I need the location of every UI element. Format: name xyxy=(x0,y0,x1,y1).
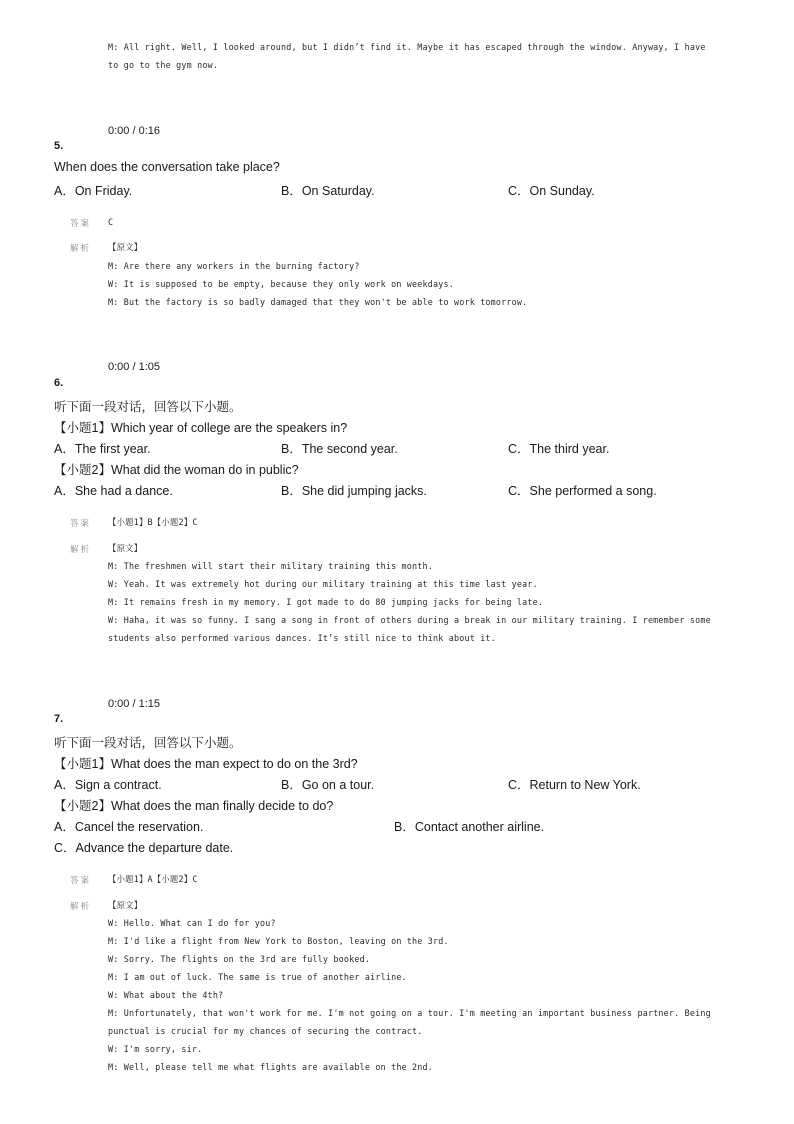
option-c: C．On Sunday. xyxy=(508,184,595,198)
answer-label: 答案 xyxy=(70,519,92,529)
transcript-line: to go to the gym now. xyxy=(108,60,219,70)
sub-question-2: 【小题2】What does the man finally decide to do? xyxy=(54,799,334,813)
option-b: B．Contact another airline. xyxy=(394,820,545,834)
question-intro: 听下面一段对话，回答以下小题。 xyxy=(54,736,242,750)
option-c: C．Advance the departure date. xyxy=(54,841,234,855)
answer-value: 【小题1】B【小题2】C xyxy=(108,517,198,527)
question-text: When does the conversation take place? xyxy=(54,160,280,174)
transcript-line: W: Hello. What can I do for you? xyxy=(108,918,276,928)
transcript-line: W: Yeah. It was extremely hot during our military training at this time last year. xyxy=(108,579,538,589)
transcript-line: students also performed various dances. It’s still nice to think about it. xyxy=(108,633,496,643)
option-c: C．She performed a song. xyxy=(508,484,657,498)
source-tag: 【原文】 xyxy=(108,900,143,910)
sub-question-2: 【小题2】What did the woman do in public? xyxy=(54,463,299,477)
transcript-line: M: I am out of luck. The same is true of another airline. xyxy=(108,972,407,982)
option-c: C．The third year. xyxy=(508,442,610,456)
transcript-line: M: But the factory is so badly damaged that they won't be able to work tomorrow. xyxy=(108,297,528,307)
option-b: B．Go on a tour. xyxy=(281,778,375,792)
sub-question-1: 【小题1】Which year of college are the speakers in? xyxy=(54,421,348,435)
option-a: A．She had a dance. xyxy=(54,484,173,498)
answer-label: 答案 xyxy=(70,219,92,229)
transcript-line: W: I'm sorry, sir. xyxy=(108,1044,203,1054)
transcript-line: M: I'd like a flight from New York to Boston, leaving on the 3rd. xyxy=(108,936,449,946)
answer-label: 答案 xyxy=(70,876,92,886)
audio-time[interactable]: 0:00 / 0:16 xyxy=(108,125,160,137)
question-number: 7. xyxy=(54,713,64,725)
transcript-line: M: All right. Well, I looked around, but I didn’t find it. Maybe it has escaped through the window. Anyway, I have xyxy=(108,42,706,52)
transcript-line: W: Haha, it was so funny. I sang a song in front of others during a break in our military training. I remember some xyxy=(108,615,711,625)
audio-time[interactable]: 0:00 / 1:15 xyxy=(108,698,160,710)
source-tag: 【原文】 xyxy=(108,242,143,252)
option-b: B．On Saturday. xyxy=(281,184,375,198)
question-number: 5. xyxy=(54,140,64,152)
answer-value: C xyxy=(108,217,114,227)
option-b: B．The second year. xyxy=(281,442,398,456)
option-a: A．Cancel the reservation. xyxy=(54,820,204,834)
analysis-label: 解析 xyxy=(70,244,92,254)
option-b: B．She did jumping jacks. xyxy=(281,484,427,498)
transcript-line: M: Well, please tell me what flights are available on the 2nd. xyxy=(108,1062,434,1072)
audio-time[interactable]: 0:00 / 1:05 xyxy=(108,361,160,373)
transcript-line: M: Are there any workers in the burning factory? xyxy=(108,261,360,271)
transcript-line: W: It is supposed to be empty, because they only work on weekdays. xyxy=(108,279,454,289)
source-tag: 【原文】 xyxy=(108,543,143,553)
sub-question-1: 【小题1】What does the man expect to do on the 3rd? xyxy=(54,757,358,771)
option-a: A．On Friday. xyxy=(54,184,133,198)
transcript-line: punctual is crucial for my chances of securing the contract. xyxy=(108,1026,423,1036)
transcript-line: W: Sorry. The flights on the 3rd are fully booked. xyxy=(108,954,371,964)
option-a: A．Sign a contract. xyxy=(54,778,162,792)
analysis-label: 解析 xyxy=(70,902,92,912)
transcript-line: M: The freshmen will start their military training this month. xyxy=(108,561,434,571)
question-intro: 听下面一段对话，回答以下小题。 xyxy=(54,400,242,414)
option-c: C．Return to New York. xyxy=(508,778,641,792)
transcript-line: M: Unfortunately, that won't work for me. I'm not going on a tour. I'm meeting an important business partner. Being xyxy=(108,1008,711,1018)
analysis-label: 解析 xyxy=(70,545,92,555)
option-a: A．The first year. xyxy=(54,442,151,456)
answer-value: 【小题1】A【小题2】C xyxy=(108,874,198,884)
question-number: 6. xyxy=(54,377,64,389)
transcript-line: W: What about the 4th? xyxy=(108,990,224,1000)
transcript-line: M: It remains fresh in my memory. I got made to do 80 jumping jacks for being late. xyxy=(108,597,544,607)
